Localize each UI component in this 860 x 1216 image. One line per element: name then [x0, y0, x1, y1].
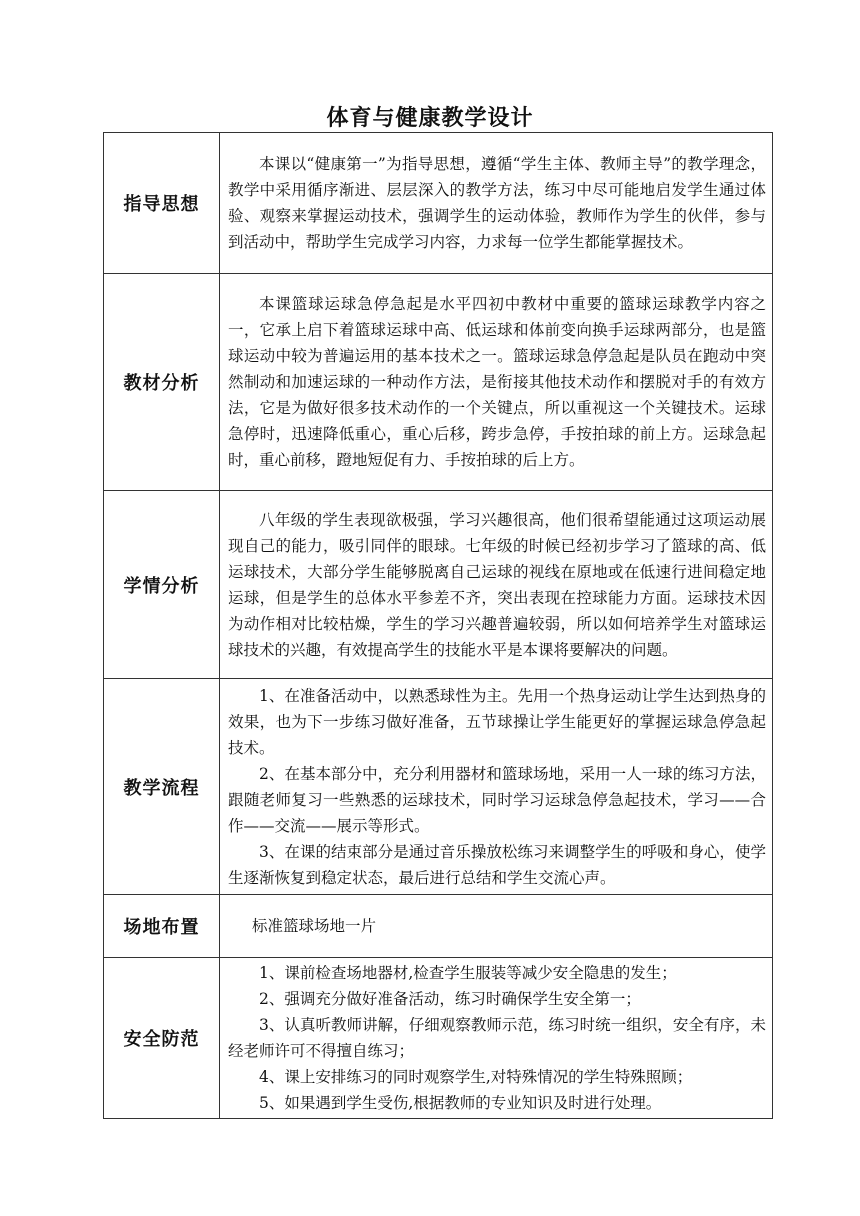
- row-content: [220, 491, 773, 679]
- paragraph: 标准篮球场地一片: [252, 917, 377, 935]
- paragraph: 3、在课的结束部分是通过音乐操放松练习来调整学生的呼吸和身心，使学生逐渐恢复到稳定状态，最后进行总结和学生交流心声。: [228, 842, 766, 887]
- lesson-plan-table: [103, 132, 773, 1119]
- paragraph: 4、课上安排练习的同时观察学生,对特殊情况的学生特殊照顾；: [259, 1068, 693, 1086]
- row-label: 教学流程: [104, 679, 220, 895]
- document-title: 体育与健康教学设计: [326, 106, 534, 131]
- table-row-safety: [104, 958, 773, 1119]
- table-row-textbook-analysis: [104, 274, 773, 491]
- row-content: [220, 679, 773, 895]
- row-content: [220, 133, 773, 274]
- paragraph: 2、在基本部分中，充分利用器材和篮球场地，采用一人一球的练习方法，跟随老师复习一些熟悉的运球技术，同时学习运球急停急起技术，学习——合作——交流——展示等形式。: [228, 764, 766, 835]
- table-row-teaching-process: [104, 679, 773, 895]
- row-label: 指导思想: [104, 133, 220, 274]
- row-label: 学情分析: [104, 491, 220, 679]
- row-label: 教材分析: [104, 274, 220, 491]
- paragraph: 3、认真听教师讲解，仔细观察教师示范，练习时统一组织，安全有序，未经老师许可不得擅自练习；: [228, 1016, 766, 1060]
- paragraph: 本课篮球运球急停急起是水平四初中教材中重要的篮球运球教学内容之一，它承上启下着篮球运球中高、低运球和体前变向换手运球两部分，也是篮球运动中较为普遍运用的基本技术之一。篮球运球急停急起是队员在跑动中突然制动和加速运球的一种动作方法，是衔接其他技术动作和摆脱对手的有效方法，它是为做好很多技术动作的一个关键点，所以重视这一个关键技术。运球急停时，迅速降低重心，重心后移，跨步急停，手按拍球的前上方。运球急起时，重心前移，蹬地短促有力、手按拍球的后上方。: [228, 295, 766, 469]
- paragraph: 2、强调充分做好准备活动，练习时确保学生安全第一；: [259, 990, 641, 1008]
- row-content: [220, 895, 773, 958]
- table-row-student-analysis: [104, 491, 773, 679]
- row-label: 安全防范: [104, 958, 220, 1119]
- table-row-guiding-ideology: [104, 133, 773, 274]
- row-content: [220, 274, 773, 491]
- paragraph: 1、在准备活动中，以熟悉球性为主。先用一个热身运动让学生达到热身的效果，也为下一步练习做好准备，五节球操让学生能更好的掌握运球急停急起技术。: [228, 686, 766, 757]
- paragraph: 5、如果遇到学生受伤,根据教师的专业知识及时进行处理。: [259, 1094, 662, 1112]
- table-row-venue-layout: [104, 895, 773, 958]
- paragraph: 八年级的学生表现欲极强，学习兴趣很高，他们很希望能通过这项运动展现自己的能力，吸引同伴的眼球。七年级的时候已经初步学习了篮球的高、低运球技术，大部分学生能够脱离自己运球的视线在原地或在低速行进间稳定地运球，但是学生的总体水平参差不齐，突出表现在控球能力方面。运球技术因为动作相对比较枯燥，学生的学习兴趣普遍较弱，所以如何培养学生对篮球运球技术的兴趣，有效提高学生的技能水平是本课将要解决的问题。: [228, 510, 766, 659]
- row-label: 场地布置: [104, 895, 220, 958]
- row-content: [220, 958, 773, 1119]
- paragraph: 本课以“健康第一”为指导思想，遵循“学生主体、教师主导”的教学理念，教学中采用循序渐进、层层深入的教学方法，练习中尽可能地启发学生通过体验、观察来掌握运动技术，强调学生的运动体验，教师作为学生的伙伴，参与到活动中，帮助学生完成学习内容，力求每一位学生都能掌握技术。: [228, 155, 766, 251]
- paragraph: 1、课前检查场地器材,检查学生服装等减少安全隐患的发生；: [259, 964, 677, 982]
